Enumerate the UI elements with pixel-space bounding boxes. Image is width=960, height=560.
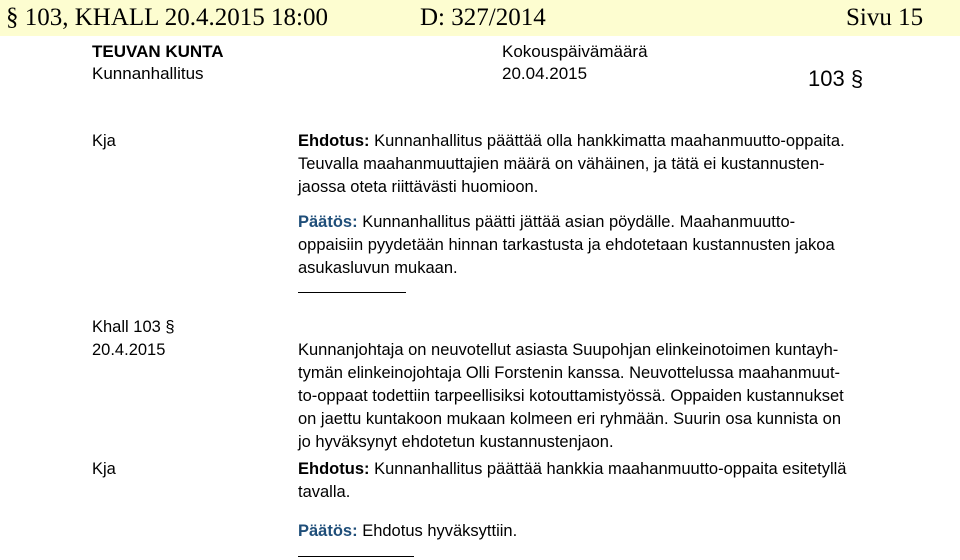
divider-line xyxy=(298,556,414,557)
decision-text: Ehdotus hyväksyttiin. xyxy=(357,522,518,540)
topbar-right: Sivu 15 xyxy=(846,4,924,31)
role-kja-2: Kja xyxy=(92,460,116,478)
role-kja-1: Kja xyxy=(92,132,116,150)
decision-line: asukasluvun mukaan. xyxy=(298,259,458,277)
decision-1 xyxy=(298,211,898,280)
khall-line: jo hyväksynyt ehdotetun kustannustenjaon. xyxy=(298,433,614,451)
decision-line: oppaisiin pyydetään hinnan tarkastusta ja ehdotetaan kustannusten jakoa xyxy=(298,236,835,254)
khall-line: to-oppaat todettiin tarpeellisiksi kotouttamistyössä. Oppaiden kustannukset xyxy=(298,387,844,405)
decision-label: Päätös: xyxy=(298,213,358,231)
date-label: Kokouspäivämäärä xyxy=(502,42,648,61)
topbar-left: § 103, KHALL 20.4.2015 18:00 xyxy=(6,4,328,31)
decision-line: Kunnanhallitus päätti jättää asian pöydälle. Maahanmuutto- xyxy=(357,213,796,231)
proposal-label: Ehdotus: xyxy=(298,460,370,478)
proposal-line: Teuvalla maahanmuuttajien määrä on vähäinen, ja tätä ei kustannusten- xyxy=(298,155,825,173)
proposal-line: tavalla. xyxy=(298,483,351,501)
proposal-line: Kunnanhallitus päättää olla hankkimatta maahanmuutto-oppaita. xyxy=(369,132,845,150)
khall-ref: Khall 103 § xyxy=(92,318,175,336)
document-topbar xyxy=(0,0,960,36)
khall-line: on jaettu kuntakoon mukaan kolmeen eri ryhmään. Suurin osa kunnista on xyxy=(298,410,841,428)
decision-2 xyxy=(298,520,898,543)
topbar-middle: D: 327/2014 xyxy=(420,4,546,31)
khall-text xyxy=(298,339,898,454)
khall-date: 20.4.2015 xyxy=(92,341,166,359)
proposal-label: Ehdotus: xyxy=(298,132,370,150)
khall-line: tymän elinkeinojohtaja Olli Forstenin kanssa. Neuvottelussa maahanmuut- xyxy=(298,364,841,382)
decision-label: Päätös: xyxy=(298,522,358,540)
proposal-line: jaossa oteta riittävästi huomioon. xyxy=(298,178,539,196)
section-number: 103 § xyxy=(808,66,864,91)
proposal-2 xyxy=(298,458,898,504)
org-name: TEUVAN KUNTA xyxy=(92,42,224,61)
proposal-1 xyxy=(298,130,898,199)
divider-line xyxy=(298,292,406,293)
body-name: Kunnanhallitus xyxy=(92,64,204,83)
date-value: 20.04.2015 xyxy=(502,64,588,83)
khall-line: Kunnanjohtaja on neuvotellut asiasta Suupohjan elinkeinotoimen kuntayh- xyxy=(298,341,839,359)
proposal-line: Kunnanhallitus päättää hankkia maahanmuutto-oppaita esitetyllä xyxy=(369,460,847,478)
